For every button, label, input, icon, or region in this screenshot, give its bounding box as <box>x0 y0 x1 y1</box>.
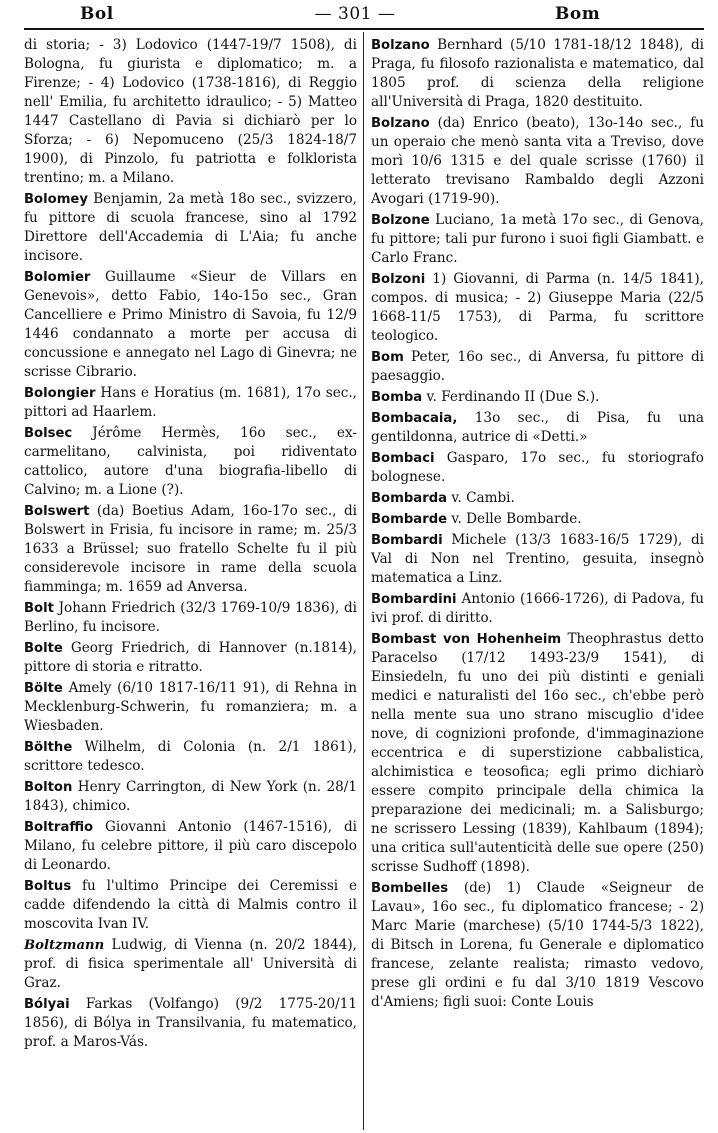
headword: Bolzano <box>371 116 430 131</box>
entry <box>24 818 357 875</box>
headword: Bombacaia, <box>371 411 458 426</box>
entry <box>371 449 704 487</box>
entry-text: (da) Enrico (beato), 13o-14o sec., fu un operaio che menò santa vita a Treviso, dove morì 10/6 1315 e del quale scrisse (1760) il letterato trevisano Rambaldo degli Azzoni Avogari (1719-90). <box>371 115 704 207</box>
entry-text: Michele (13/3 1683-16/5 1729), di Val di Non nel Trentino, gesuita, insegnò matematica a Linz. <box>371 532 705 586</box>
entry <box>24 995 357 1052</box>
entry <box>24 190 357 266</box>
headword: Bolswert <box>24 504 90 519</box>
headword: Bombast von Hohenheim <box>371 632 562 647</box>
entry-text: fu l'ultimo Principe dei Ceremissi e cadde difendendo la città di Malmis contro il moscovita Ivan IV. <box>24 878 357 932</box>
headword: Bom <box>371 350 404 365</box>
entry <box>371 211 704 268</box>
entry <box>24 778 357 816</box>
page-number: — 301 — <box>314 4 396 24</box>
entry <box>24 639 357 677</box>
entry-text: Giovanni Antonio (1467-1516), di Milano, fu celebre pittore, il più caro discepolo di Leonardo. <box>24 819 358 873</box>
entry-text: Luciano, 1a metà 17o sec., di Genova, fu pittore; tali pur furono i suoi figli Giambatt. e Carlo Franc. <box>371 212 704 266</box>
header-right-guideword: Bom <box>555 4 601 24</box>
entry-text: 13o sec., di Pisa, fu una gentildonna, autrice di «Detti.» <box>371 410 704 445</box>
entry <box>371 409 704 447</box>
headword: Bolte <box>24 641 63 656</box>
entry-text: Johann Friedrich (32/3 1769-10/9 1836), di Berlino, fu incisore. <box>24 600 357 635</box>
headword: Bombaci <box>371 451 435 466</box>
header-left-guideword: Bol <box>80 4 114 24</box>
entry-text: Benjamin, 2a metà 18o sec., svizzero, fu pittore di scuola francese, sino al 1792 Direttore dell'Accademia di L'Aia; fu anche incisore. <box>24 191 357 264</box>
entry <box>24 936 357 993</box>
entry-text: 1) Giovanni, di Parma (n. 14/5 1841), compos. di musica; - 2) Giuseppe Maria (22/5 1668-11/5 1753), di Parma, fu scrittore teologico. <box>371 271 704 344</box>
entry <box>371 348 704 386</box>
entry <box>24 424 357 500</box>
entry <box>24 599 357 637</box>
entry <box>371 510 704 529</box>
entry-text: v. Delle Bombarde. <box>451 511 582 527</box>
headword: Bolomey <box>24 192 88 207</box>
headword: Bolzone <box>371 213 430 228</box>
headword: Bomba <box>371 390 423 405</box>
entry <box>24 384 357 422</box>
headword: Bölthe <box>24 740 73 755</box>
entry-text: Gasparo, 17o sec., fu storiografo bolognese. <box>371 450 704 485</box>
headword: Bombardi <box>371 533 443 548</box>
entry-text: Ludwig, di Vienna (n. 20/2 1844), prof. di fisica sperimentale all' Università di Graz. <box>24 937 358 991</box>
headword: Bolt <box>24 601 54 616</box>
entry-text: Henry Carrington, di New York (n. 28/1 1843), chimico. <box>24 779 357 814</box>
entry-text: Jérôme Hermès, 16o sec., ex-carmelitano, calvinista, poi ridiventato cattolico, autore d'una biografia-libello di Calvino; m. a Lione (?). <box>24 425 357 498</box>
entry-text: Georg Friedrich, di Hannover (n.1814), pittore di storia e ritratto. <box>24 640 357 675</box>
entry <box>24 738 357 776</box>
headword: Bolsec <box>24 426 73 441</box>
entry-text: (de) 1) Claude «Seigneur de Lavau», 16o sec., fu diplomatico francese; - 2) Marc Marie (marchese) (5/10 1744-5/3 1822), di Bitsch in Lorena, fu Generale e diplomatico francese, zelante realista; rimasto vedovo, prese gli ordini e fu dal 3/10 1819 Vescovo d'Amiens; figli suoi: Conte Louis <box>371 880 704 1010</box>
entry-text: Antonio (1666-1726), di Padova, fu ivi prof. di diritto. <box>371 591 704 626</box>
headword: Bolomier <box>24 270 91 285</box>
entry <box>371 114 704 209</box>
headword: Bombarde <box>371 512 448 527</box>
entry <box>371 590 704 628</box>
entry <box>371 36 704 112</box>
entry-text: Hans e Horatius (m. 1681), 17o sec., pittori ad Haarlem. <box>24 385 357 420</box>
entry <box>24 502 357 597</box>
entry <box>371 531 704 588</box>
headword: Bolzoni <box>371 272 426 287</box>
headword: Bölte <box>24 681 63 696</box>
entry-text: Wilhelm, di Colonia (n. 2/1 1861), scrittore tedesco. <box>24 739 357 774</box>
headword: Boltus <box>24 879 72 894</box>
page-header <box>0 0 718 30</box>
headword: Boltzmann <box>24 938 105 953</box>
headword: Bombarda <box>371 491 448 506</box>
entry <box>24 268 357 382</box>
entry <box>371 630 704 877</box>
headword: Bombelles <box>371 881 449 896</box>
headword: Boltraffio <box>24 820 94 835</box>
entry: di storia; - 3) Lodovico (1447-19/7 1508), di Bologna, fu giurista e diplomatico; m. a Firenze; - 4) Lodovico (1738-1816), di Reggio nell' Emilia, fu architetto idraulico; - 5) Matteo 1447 Castellano di Pavia si dichiarò per lo Sforza; - 6) Nepomuceno (25/3 1824-18/7 1900), di Pinzolo, fu patriotta e folklorista trentino; m. a Milano. <box>24 37 357 186</box>
entry <box>24 679 357 736</box>
entry <box>371 879 704 1012</box>
entry-text: Bernhard (5/10 1781-18/12 1848), di Praga, fu filosofo razionalista e matematico, dal 1805 prof. di scienza della religione all'Università di Praga, 1820 destituito. <box>371 37 705 110</box>
entry-text: (da) Boetius Adam, 16o-17o sec., di Bolswert in Frisia, fu incisore in rame; m. 25/3 1633 a Brüssel; suo fratello Schelte fu il più considerevole incisore in rame della scuola fiamminga; m. 1659 ad Anversa. <box>24 503 357 595</box>
entry <box>371 270 704 346</box>
headword: Bombardini <box>371 592 457 607</box>
entry-text: Guillaume «Sieur de Villars en Genevois», detto Fabio, 14o-15o sec., Gran Cancelliere e Primo Ministro di Savoia, fu 12/9 1446 condannato a morte per accusa di concussione e annegato nel Lago di Ginevra; ne scrisse Cibrario. <box>24 269 357 380</box>
entry-text: Farkas (Volfango) (9/2 1775-20/11 1856), di Bólya in Transilvania, fu matematico, prof. a Maros-Vás. <box>24 996 358 1050</box>
entry-text: v. Cambi. <box>451 490 515 506</box>
entry <box>371 388 704 407</box>
header-rule <box>24 28 704 30</box>
headword: Bólyai <box>24 997 70 1012</box>
entry-text: Theophrastus detto Paracelso (17/12 1493-23/9 1541), di Einsiedeln, fu uno dei più distinti e geniali medici e naturalisti del 16o sec., ch'ebbe però nella mente sua uno strano miscuglio d'idee nove, di cognizioni profonde, d'immaginazione eccentrica e di superstizione cabbalistica, alchimistica e teosofica; egli primo dichiarò essere compito principale della chimica la preparazione dei medicinali; m. a Salisburgo; ne scrissero Lessing (1839), Kahlbaum (1894); una critica sull'autenticità delle sue opere (250) scrisse Sudhoff (1898). <box>371 631 704 875</box>
entry <box>371 489 704 508</box>
headword: Bolongier <box>24 386 96 401</box>
entry-text: Peter, 16o sec., di Anversa, fu pittore di paesaggio. <box>371 349 705 384</box>
headword: Bolton <box>24 780 73 795</box>
entry <box>24 877 357 934</box>
headword: Bolzano <box>371 38 430 53</box>
entry-text: Amely (6/10 1817-16/11 91), di Rehna in Mecklenburg-Schwerin, fu romanziera; m. a Wiesbaden. <box>24 680 357 734</box>
left-column <box>24 36 357 1054</box>
entry-text: v. Ferdinando II (Due S.). <box>426 389 600 405</box>
right-column <box>371 36 704 1014</box>
column-divider <box>363 32 364 1130</box>
